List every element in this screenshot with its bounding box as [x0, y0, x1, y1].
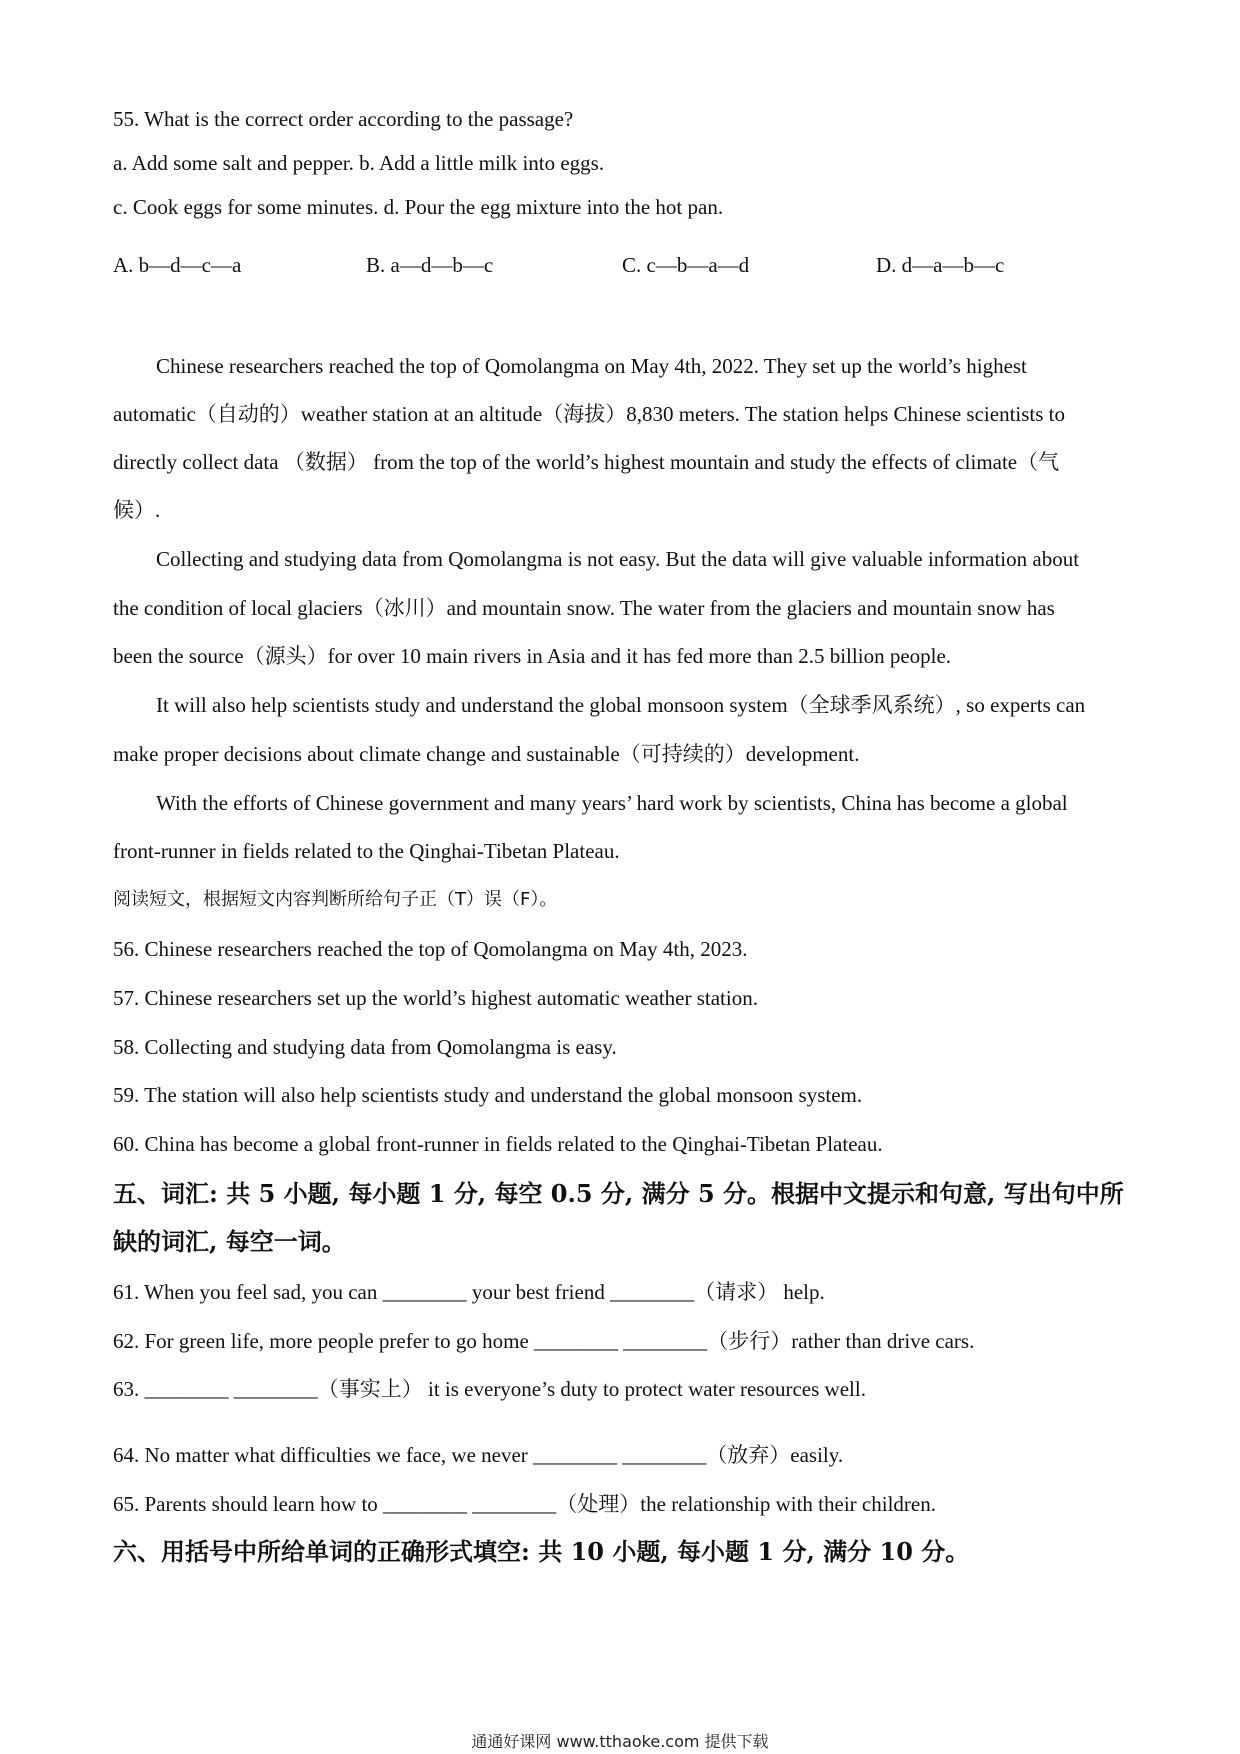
section5-heading: 五、词汇: 共 5 小题, 每小题 1 分, 每空 0.5 分, 满分 5 分。根据中文提示和句意, 写出句中所缺的词汇, 每空一词。	[113, 1179, 1124, 1256]
passage-p4-line2: front-runner in fields related to the Qinghai-Tibetan Plateau.	[113, 839, 620, 863]
tf-instruction: 阅读短文，根据短文内容判断所给句子正（T）误（F）。	[113, 889, 558, 910]
passage-p1-line3: directly collect data （数据） from the top of the world’s highest mountain and study the effects of climate（气	[113, 450, 1060, 474]
passage-p3-line2: make proper decisions about climate change and sustainable（可持续的）development.	[113, 742, 860, 766]
q55-option-a: A. b—d—c—a	[113, 253, 242, 277]
q55-option-b: B. a—d—b—c	[366, 253, 494, 277]
tf-question-58: 58. Collecting and studying data from Qomolangma is easy.	[113, 1035, 617, 1059]
passage-p2-line1: Collecting and studying data from Qomolangma is not easy. But the data will give valuable information about	[156, 547, 1080, 571]
q55-stem: 55. What is the correct order according to the passage?	[113, 107, 574, 131]
section6-heading: 六、用括号中所给单词的正确形式填空: 共 10 小题, 每小题 1 分, 满分 10 分。	[113, 1537, 970, 1566]
q55-option-d: D. d—a—b—c	[876, 253, 1005, 277]
passage-p2-line3: been the source（源头）for over 10 main rivers in Asia and it has fed more than 2.5 billion people.	[113, 644, 952, 668]
tf-question-56: 56. Chinese researchers reached the top of Qomolangma on May 4th, 2023.	[113, 937, 748, 961]
vocab-question-63: 63. ________ ________（事实上） it is everyone’s duty to protect water resources well.	[113, 1377, 866, 1401]
passage-p3-line1: It will also help scientists study and understand the global monsoon system（全球季风系统）, so experts can	[156, 693, 1086, 717]
passage-p4-line1: With the efforts of Chinese government and many years’ hard work by scientists, China has become a global	[156, 791, 1068, 815]
vocab-question-64: 64. No matter what difficulties we face, we never ________ ________（放弃）easily.	[113, 1443, 844, 1467]
vocab-question-61: 61. When you feel sad, you can ________ your best friend ________（请求） help.	[113, 1280, 825, 1304]
passage-p1-line2: automatic（自动的）weather station at an altitude（海拔）8,830 meters. The station helps Chinese scientists to	[113, 402, 1066, 426]
tf-question-59: 59. The station will also help scientists study and understand the global monsoon system.	[113, 1083, 863, 1107]
tf-question-57: 57. Chinese researchers set up the world’s highest automatic weather station.	[113, 986, 758, 1010]
vocab-question-65: 65. Parents should learn how to ________ ________（处理）the relationship with their children.	[113, 1492, 936, 1516]
q55-items-cd: c. Cook eggs for some minutes. d. Pour the egg mixture into the hot pan.	[113, 195, 724, 219]
tf-question-60: 60. China has become a global front-runner in fields related to the Qinghai-Tibetan Plateau.	[113, 1132, 883, 1156]
passage-p1-line1: Chinese researchers reached the top of Qomolangma on May 4th, 2022. They set up the world’s highest	[156, 354, 1027, 378]
passage-p2-line2: the condition of local glaciers（冰川）and mountain snow. The water from the glaciers and mountain snow has	[113, 596, 1055, 620]
vocab-question-62: 62. For green life, more people prefer to go home ________ ________（步行）rather than drive cars.	[113, 1329, 975, 1353]
page-footer: 通通好课网 www.tthaoke.com 提供下载	[471, 1732, 769, 1751]
q55-items-ab: a. Add some salt and pepper. b. Add a little milk into eggs.	[113, 151, 605, 175]
passage-p1-line4: 候）.	[113, 498, 161, 522]
q55-option-c: C. c—b—a—d	[622, 253, 750, 277]
